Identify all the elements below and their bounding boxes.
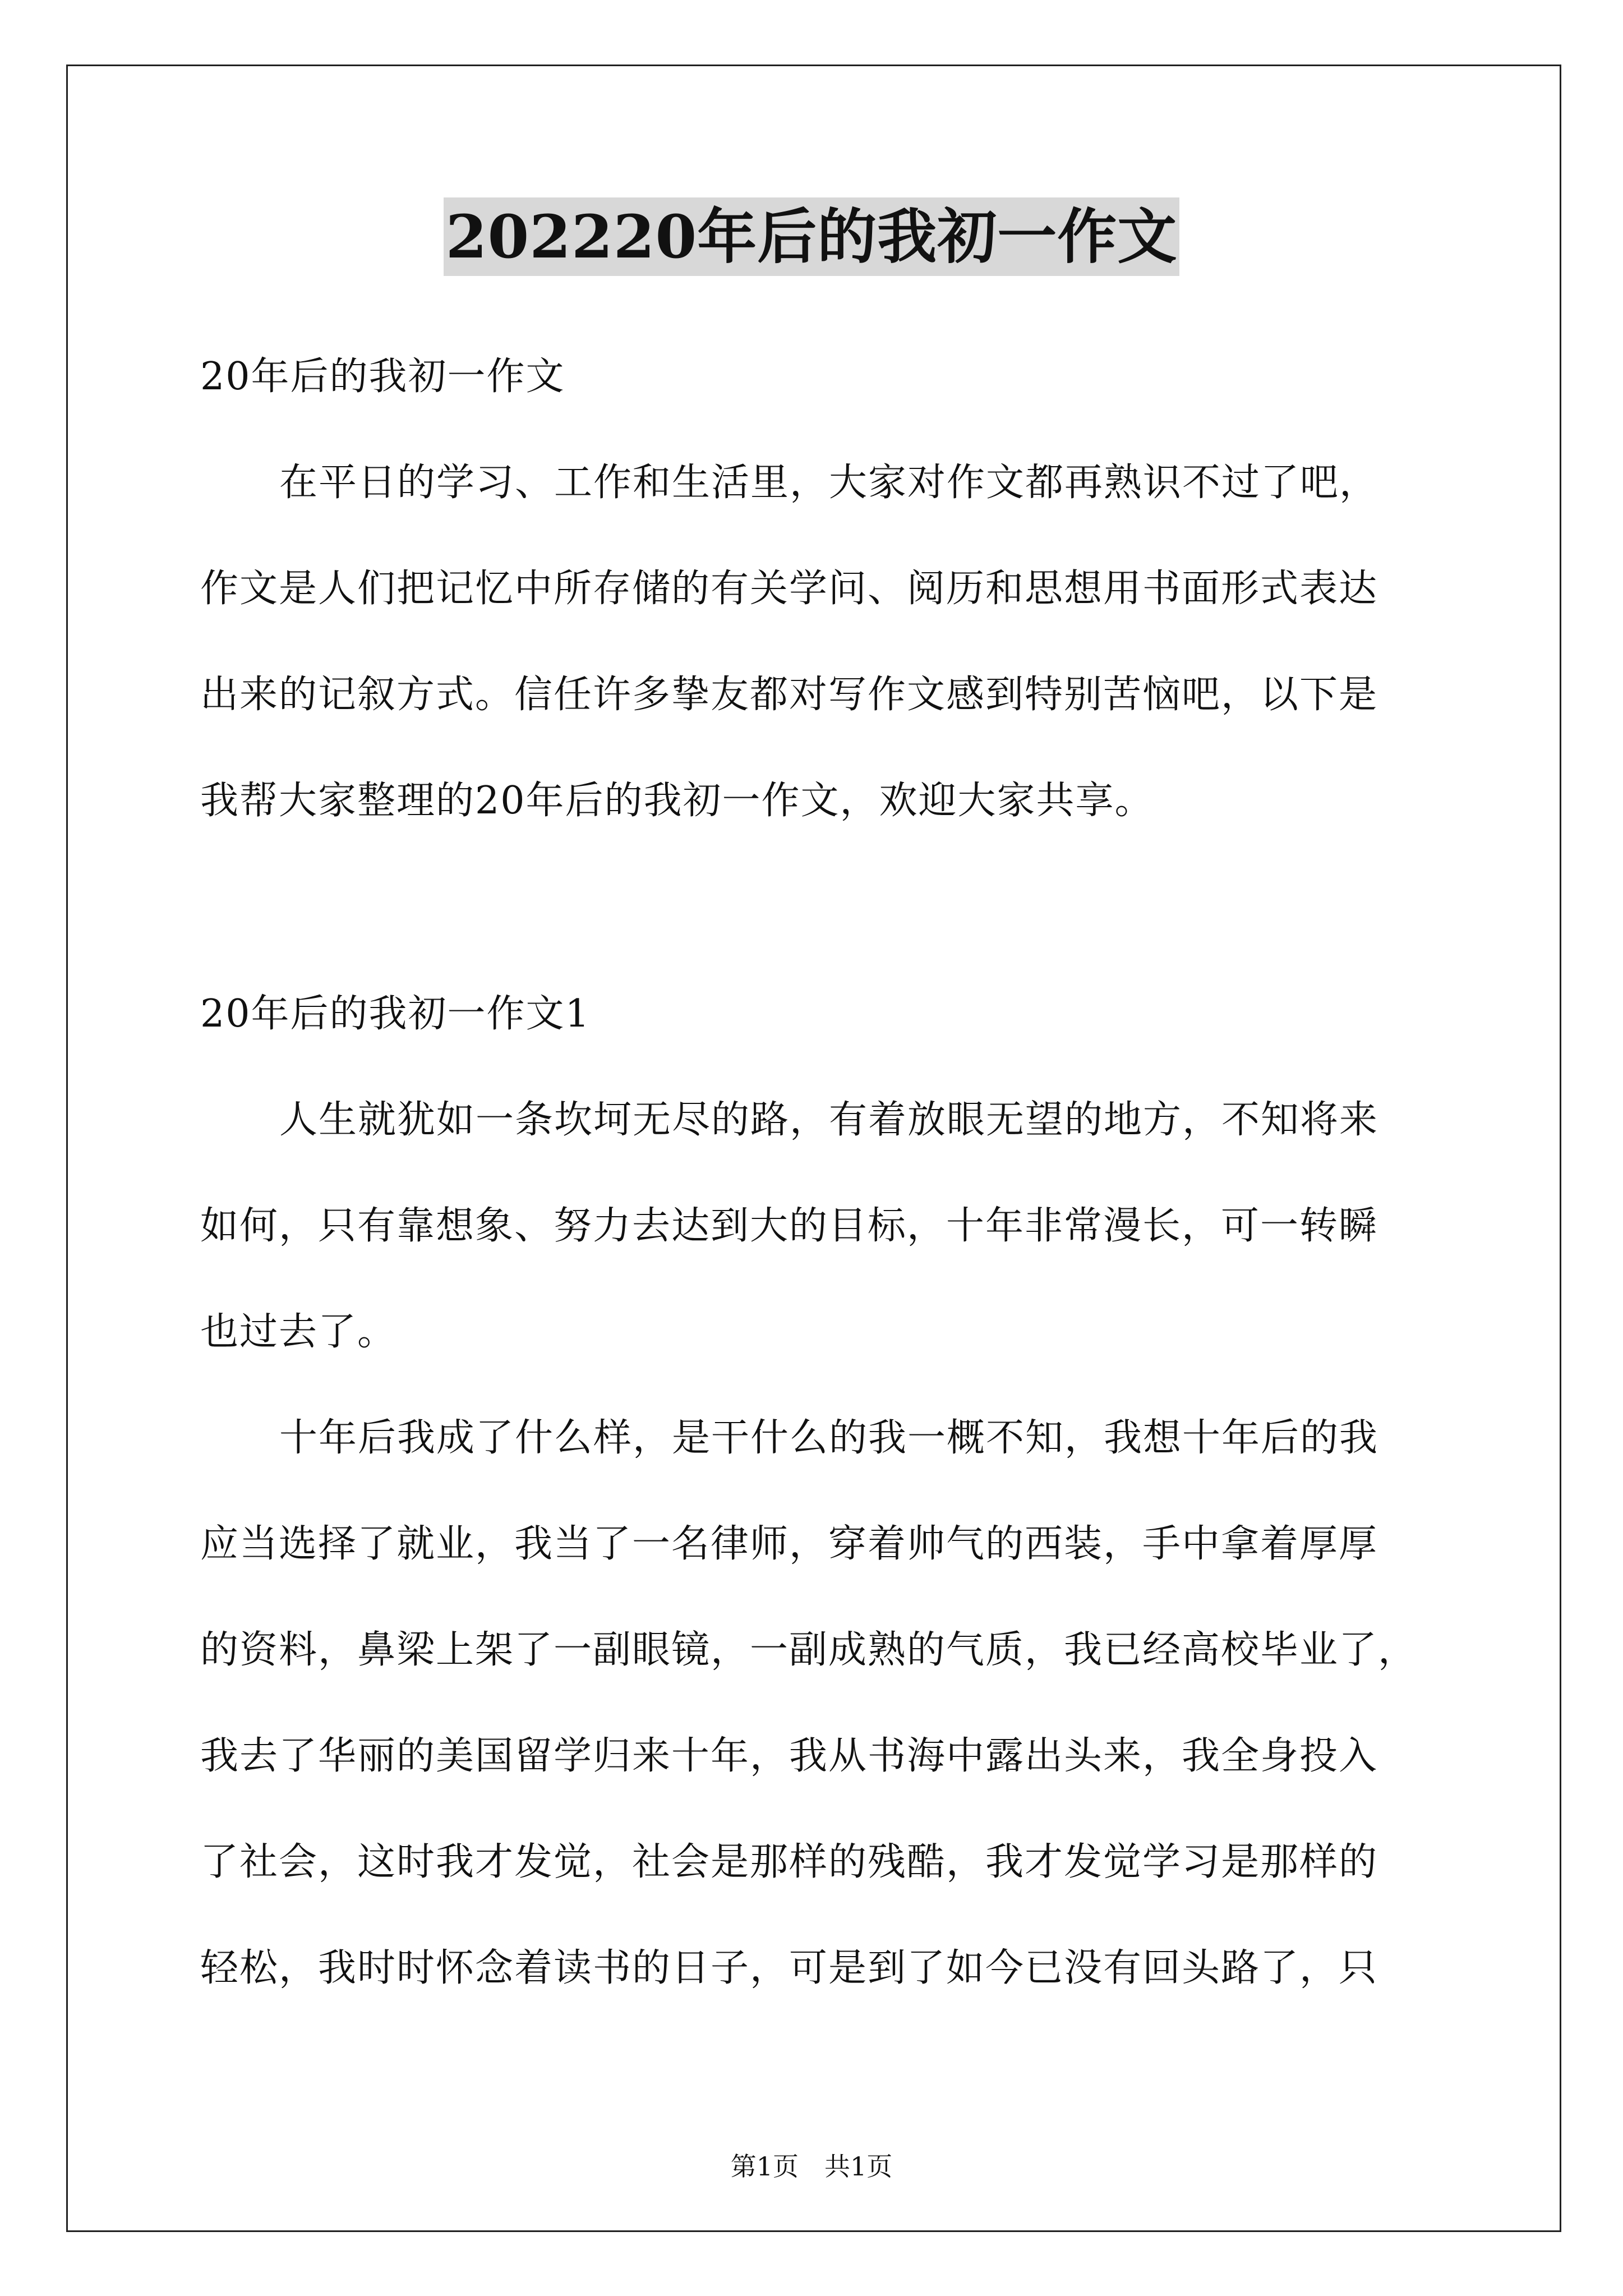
paragraph-1-line-1: 人生就犹如一条坎坷无尽的路，有着放眼无望的地方，不知将来 xyxy=(279,1098,1379,1142)
intro-line-3: 出来的记叙方式。信任许多挚友都对写作文感到特别苦恼吧，以下是 xyxy=(200,673,1378,717)
paragraph-2-line-5: 了社会，这时我才发觉，社会是那样的残酷，我才发觉学习是那样的 xyxy=(200,1840,1378,1884)
essay-heading: 20年后的我初一作文1 xyxy=(200,992,591,1036)
document-title xyxy=(0,197,1623,276)
intro-line-4: 我帮大家整理的20年后的我初一作文，欢迎大家共享。 xyxy=(200,779,1154,823)
paragraph-2-line-1: 十年后我成了什么样，是干什么的我一概不知，我想十年后的我 xyxy=(279,1416,1379,1460)
paragraph-2-line-6: 轻松，我时时怀念着读书的日子，可是到了如今已没有回头路了，只 xyxy=(200,1946,1378,1990)
paragraph-2-line-2: 应当选择了就业，我当了一名律师，穿着帅气的西装，手中拿着厚厚 xyxy=(200,1522,1378,1566)
intro-heading: 20年后的我初一作文 xyxy=(200,355,565,399)
paragraph-1-line-2: 如何，只有靠想象、努力去达到大的目标，十年非常漫长，可一转瞬 xyxy=(200,1204,1378,1248)
intro-line-2: 作文是人们把记忆中所存储的有关学问、阅历和思想用书面形式表达 xyxy=(200,567,1378,611)
intro-line-1: 在平日的学习、工作和生活里，大家对作文都再熟识不过了吧， xyxy=(279,461,1379,505)
paragraph-1-line-3: 也过去了。 xyxy=(200,1310,397,1354)
page-number-footer: 第1页 共1页 xyxy=(730,2151,893,2182)
paragraph-2-line-4: 我去了华丽的美国留学归来十年，我从书海中露出头来，我全身投入 xyxy=(200,1734,1378,1778)
document-title-text: 202220年后的我初一作文 xyxy=(444,197,1180,276)
paragraph-2-line-3: 的资料，鼻梁上架了一副眼镜，一副成熟的气质，我已经高校毕业了， xyxy=(200,1628,1418,1672)
